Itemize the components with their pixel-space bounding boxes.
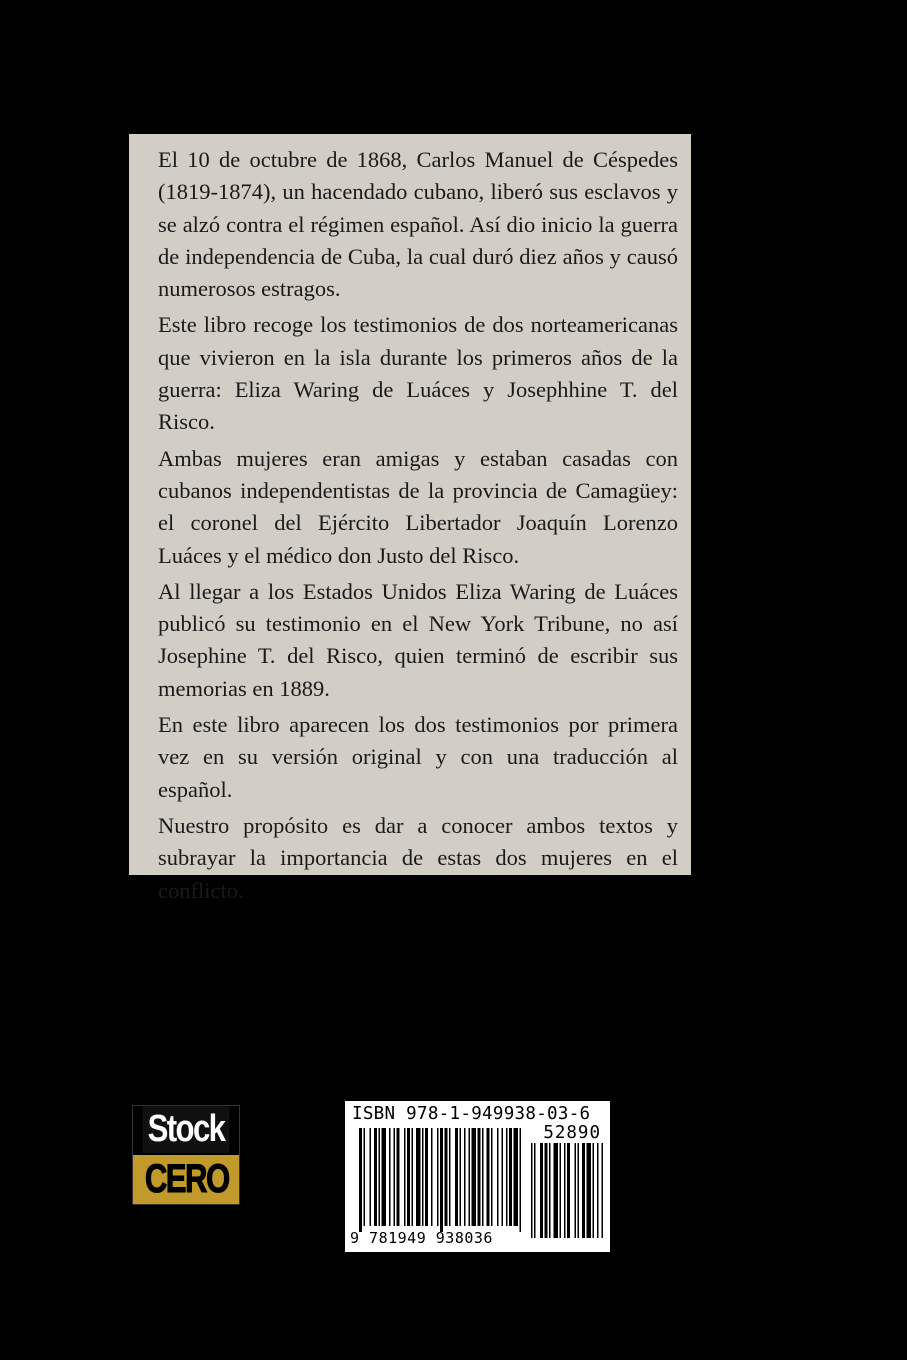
synopsis-paragraph-4: Al llegar a los Estados Unidos Eliza Waring de Luáces publicó su testimonio en el New York Tribune, no así Josephine T. del Risco, quien terminó de escribir sus memorias en 1889. [158,578,678,701]
barcode-addon-bar [564,1143,566,1238]
barcode-addon-bar [554,1143,559,1238]
barcode-addon-bar [587,1143,592,1238]
barcode-bar [404,1128,406,1226]
barcode-bar [482,1128,484,1226]
barcode-bar [397,1128,400,1226]
barcode-bar [407,1128,410,1226]
barcode-bar [370,1128,372,1226]
barcode-bar [469,1128,471,1226]
barcode-bar [514,1128,519,1226]
barcode-bar [359,1128,362,1232]
barcode-bar [506,1128,508,1226]
barcode-bar [460,1128,462,1226]
barcode-bar [472,1128,477,1226]
barcode-addon-bar [578,1143,580,1238]
barcode-bar [437,1128,439,1226]
barcode-addon-bar [549,1143,551,1238]
barcode-addon-bar [545,1143,548,1238]
synopsis-paragraph-5: En este libro aparecen los dos testimonios por primera vez en su versión original y con una traducción al español. [158,712,678,802]
barcode-bar [425,1128,428,1226]
barcode-addon-bar [534,1143,536,1238]
publisher-logo-bottom-text: CERO [144,1157,229,1201]
publisher-logo [132,1105,240,1205]
barcode-bar [389,1128,391,1226]
barcode-bar [449,1128,451,1226]
barcode-addon-bar [582,1143,585,1238]
synopsis-paragraph-1: El 10 de octubre de 1868, Carlos Manuel de Céspedes (1819-1874), un hacendado cubano, liberó sus esclavos y se alzó contra el régimen español. Así dio inicio la guerra de independencia de Cuba, la cual duró diez años y causó numerosos estragos. [158,147,678,302]
barcode-bar [491,1128,493,1226]
barcode-bar [394,1128,396,1226]
isbn-barcode [344,1100,611,1253]
barcode-bar [422,1128,424,1226]
barcode-addon-bar [567,1143,570,1238]
isbn-label: ISBN 978-1-949938-03-6 [352,1104,591,1124]
barcode-bar [464,1128,466,1226]
price-code: 52890 [543,1123,601,1143]
barcode-bar [412,1128,414,1226]
barcode-addon-bar [575,1143,577,1238]
barcode-addon-bar [540,1143,543,1238]
barcode-bar [487,1128,490,1226]
synopsis-paragraph-2: Este libro recoge los testimonios de dos norteamericanas que vivieron en la isla durante los primeros años de la guerra: Eliza Waring de Luáces y Josephhine T. del Risco. [158,312,678,435]
barcode-addon-bar [597,1143,599,1238]
barcode-bar [416,1128,421,1226]
synopsis-paragraph-6: Nuestro propósito es dar a conocer ambos textos y subrayar la importancia de estas dos mujeres en el conflicto. [158,812,678,903]
barcode-bar [509,1128,512,1226]
barcode-bar [374,1128,377,1226]
barcode-bar [455,1128,458,1226]
synopsis-panel [129,134,691,903]
barcode-bar [520,1128,522,1232]
barcode-addon-bar [593,1143,595,1238]
barcode-bar [445,1128,448,1226]
barcode-addon-bar [560,1143,562,1238]
barcode-addon-bar [531,1143,533,1238]
ean-digits: 9 781949 938036 [350,1229,493,1247]
barcode-bar [497,1128,499,1226]
barcode-bar [379,1128,381,1226]
publisher-logo-top: Stock [143,1106,230,1153]
barcode-bar [382,1128,387,1226]
barcode-bar [364,1128,366,1226]
barcode-addon-bar [602,1143,604,1238]
synopsis-paragraph-3: Ambas mujeres eran amigas y estaban casadas con cubanos independentistas de la provincia de Camagüey: el coronel del Ejército Libertador Joaquín Lorenzo Luáces y el médico don Justo del Risco. [158,445,678,568]
publisher-logo-bottom [133,1155,239,1204]
barcode-bar [440,1128,443,1232]
barcode-bar [502,1128,504,1226]
barcode-bar [478,1128,481,1226]
barcode-bar [431,1128,433,1226]
